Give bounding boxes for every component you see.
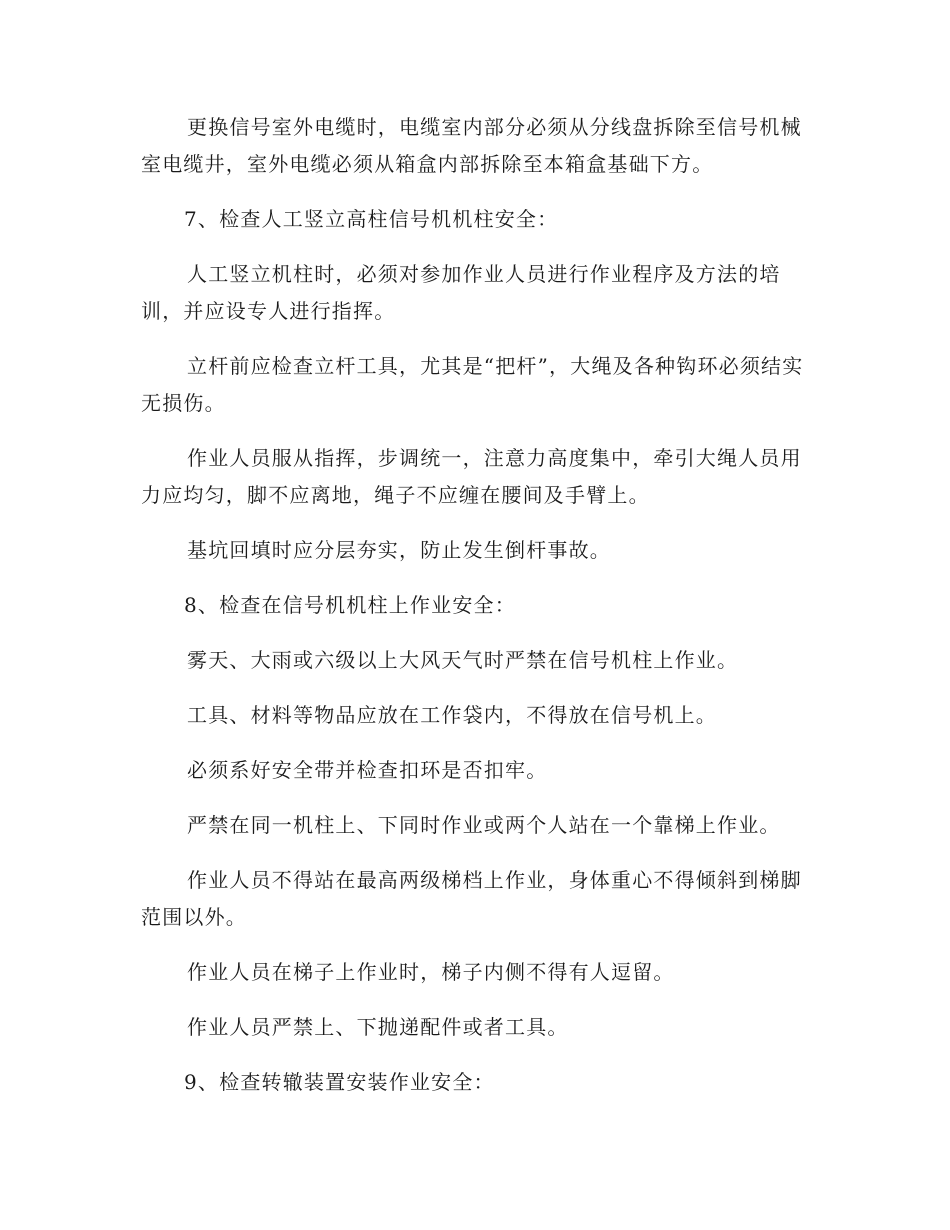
- paragraph-tool-bag: 工具、材料等物品应放在工作袋内，不得放在信号机上。: [187, 703, 717, 727]
- paragraph-weather-ban: 雾天、大雨或六级以上大风天气时严禁在信号机柱上作业。: [187, 648, 739, 672]
- paragraph-ladder-inside: 作业人员在梯子上作业时，梯子内侧不得有人逗留。: [187, 960, 675, 984]
- paragraph-training-command: 人工竖立机柱时，必须对参加作业人员进行作业程序及方法的培训，并应设专人进行指挥。: [141, 262, 781, 323]
- paragraph-rope-pulling: 作业人员服从指挥，步调统一，注意力高度集中，牵引大绳人员用力应均匀，脚不应离地，绳子不应缠在腰间及手臂上。: [141, 446, 802, 507]
- paragraph-safety-belt: 必须系好安全带并检查扣环是否扣牢。: [187, 758, 548, 782]
- paragraph-no-throwing: 作业人员严禁上、下抛递配件或者工具。: [187, 1015, 569, 1039]
- document-body: [141, 109, 811, 1101]
- paragraph-backfill: 基坑回填时应分层夯实，防止发生倒杆事故。: [187, 538, 611, 562]
- paragraph-cable-replacement: 更换信号室外电缆时，电缆室内部分必须从分线盘拆除至信号机械室电缆井，室外电缆必须从箱盒内部拆除至本箱盒基础下方。: [141, 115, 802, 176]
- section-heading-7: 7、检查人工竖立高柱信号机机柱安全：: [184, 207, 559, 231]
- paragraph-pole-tools-check: 立杆前应检查立杆工具，尤其是“把杆”，大绳及各种钩环必须结实无损伤。: [141, 354, 804, 415]
- paragraph-top-rungs: 作业人员不得站在最高两级梯档上作业，身体重心不得倾斜到梯脚范围以外。: [141, 868, 802, 929]
- section-heading-8: 8、检查在信号机机柱上作业安全：: [184, 593, 516, 617]
- section-heading-9: 9、检查转辙装置安装作业安全：: [184, 1070, 495, 1094]
- paragraph-single-ladder: 严禁在同一机柱上、下同时作业或两个人站在一个靠梯上作业。: [187, 813, 781, 837]
